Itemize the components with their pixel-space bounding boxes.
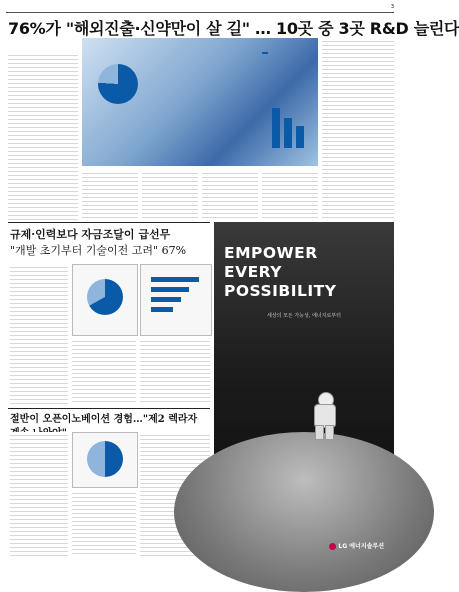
article-text-col-11 bbox=[72, 490, 136, 556]
middle-headline-2: "개발 초기부터 기술이전 고려" 67% bbox=[10, 244, 187, 257]
article-text-col-10 bbox=[10, 432, 68, 556]
lg-energy-ad bbox=[214, 222, 394, 558]
date-page: 3 bbox=[390, 4, 394, 10]
main-headline: 76%가 "해외진출·신약만이 살 길" … 10곳 중 3곳 R&D 늘린다 bbox=[8, 19, 459, 38]
divider-1 bbox=[8, 222, 210, 223]
pie-chart-76 bbox=[98, 64, 138, 104]
lg-logo-icon bbox=[329, 543, 336, 550]
chart-box-3 bbox=[72, 432, 138, 488]
masthead bbox=[6, 3, 394, 13]
article-text-col-2 bbox=[82, 170, 138, 220]
bottom-headline: 절반이 오픈이노베이션 경험…"제2 렉라자 bbox=[10, 414, 198, 425]
chart-box-2 bbox=[140, 264, 212, 336]
moon-surface bbox=[174, 432, 434, 592]
astronaut-icon bbox=[310, 392, 338, 438]
article-text-col-4 bbox=[202, 170, 258, 220]
article-text-col-1 bbox=[8, 52, 78, 220]
chart-box-1 bbox=[72, 264, 138, 336]
middle-headline-1: 규제·인력보다 자금조달이 급선무 bbox=[10, 228, 171, 241]
photo-label bbox=[262, 52, 268, 54]
pie-chart-50 bbox=[87, 441, 123, 477]
ad-title: EMPOWER EVERY POSSIBILITY bbox=[224, 244, 337, 300]
article-text-col-9 bbox=[140, 338, 210, 404]
pie-chart-67 bbox=[87, 279, 123, 315]
lg-logo: LG 에너지솔루션 bbox=[329, 541, 384, 550]
divider-2 bbox=[8, 408, 210, 409]
dna-research-photo bbox=[82, 38, 318, 166]
article-text-col-3 bbox=[142, 170, 198, 220]
article-text-col-8 bbox=[72, 338, 136, 404]
article-text-col-6 bbox=[322, 38, 394, 220]
article-text-col-5 bbox=[262, 170, 318, 220]
article-text-col-7 bbox=[10, 264, 68, 404]
ad-subtitle: 세상의 모든 가능성, 에너지로부터 bbox=[267, 313, 341, 319]
